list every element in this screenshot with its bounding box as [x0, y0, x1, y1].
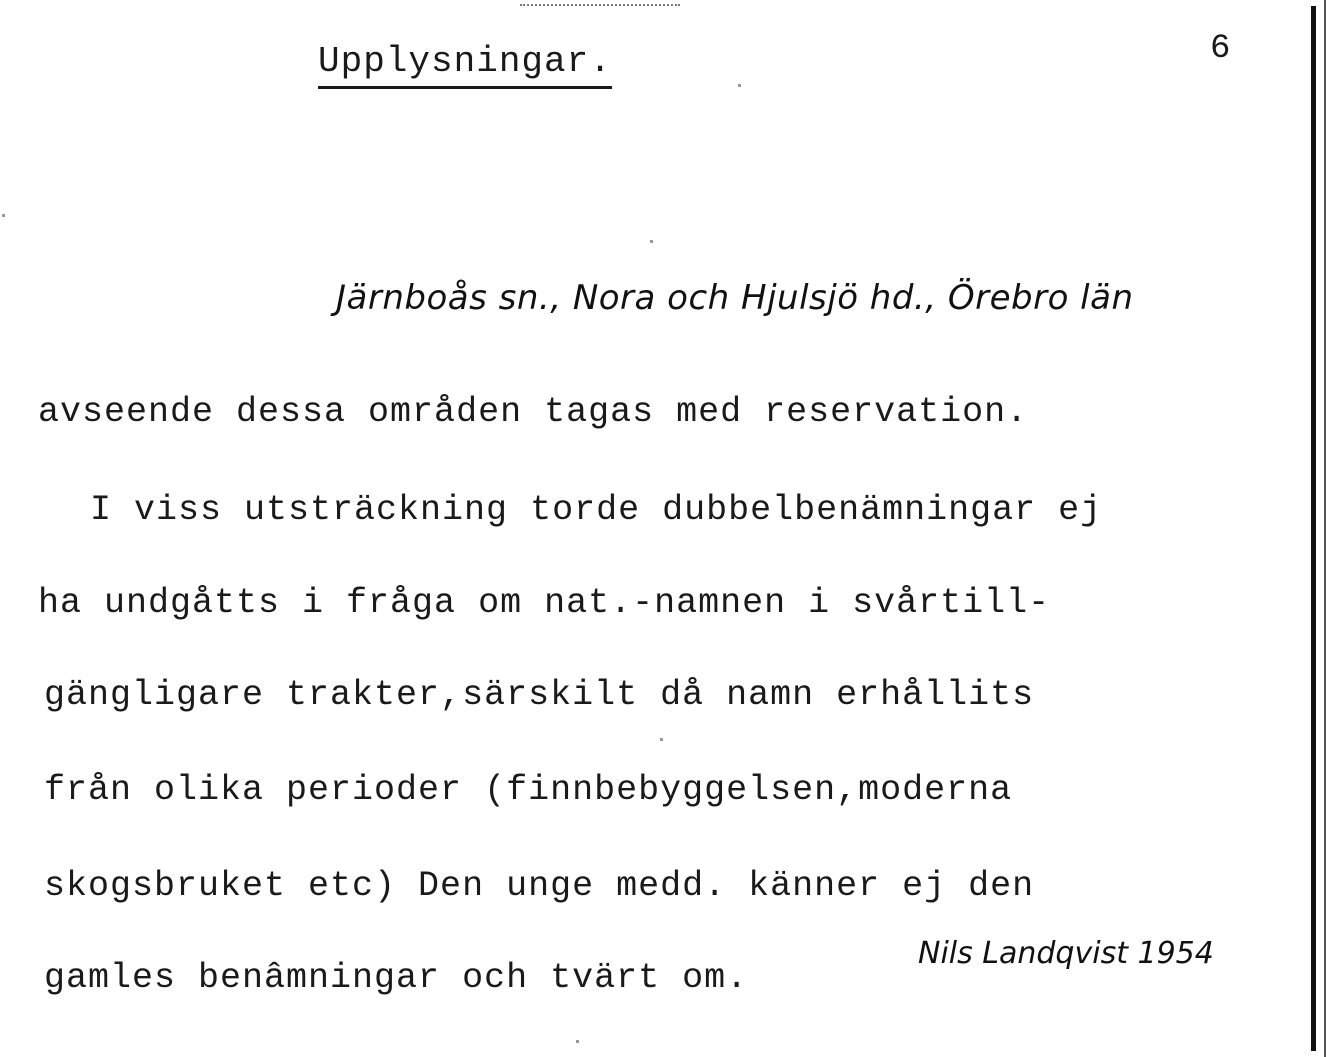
location-stamp: Järnboås sn., Nora och Hjulsjö hd., Örebro län [336, 278, 1134, 318]
body-line: skogsbruket etc) Den unge medd. känner ej den [44, 866, 1035, 906]
scan-speck [650, 240, 653, 243]
signature-stamp: Nils Landqvist 1954 [918, 936, 1214, 971]
scan-edge-marks [520, 4, 680, 6]
body-line: I viss utsträckning torde dubbelbenämningar ej [90, 490, 1103, 530]
scan-speck [576, 1040, 579, 1043]
scan-speck [2, 214, 5, 217]
card-right-edge [1311, 6, 1316, 1051]
card-heading: Upplysningar. [318, 40, 612, 89]
page-number: 6 [1210, 30, 1232, 68]
body-line: gängligare trakter,särskilt då namn erhållits [44, 675, 1035, 715]
scan-speck [660, 738, 663, 741]
body-line: ha undgåtts i fråga om nat.-namnen i svårtill- [38, 583, 1051, 623]
body-line: avseende dessa områden tagas med reservation. [38, 392, 1029, 432]
body-line: från olika perioder (finnbebyggelsen,moderna [44, 770, 1013, 810]
body-line: gamles benâmningar och tvärt om. [44, 958, 749, 998]
scan-border [1324, 0, 1326, 1057]
scan-speck [738, 84, 741, 87]
